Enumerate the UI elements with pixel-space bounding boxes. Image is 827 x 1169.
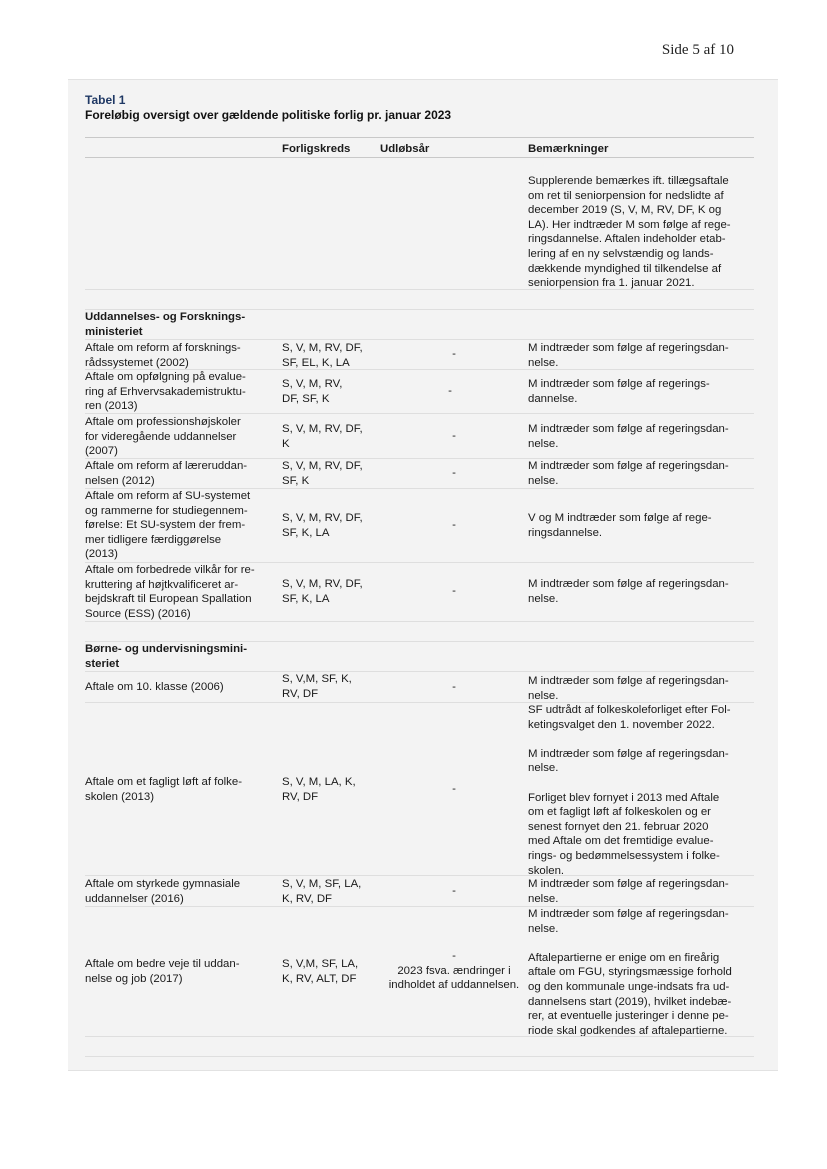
parties-cell: S, V, M, RV, DF, SF, K, LA <box>282 512 363 539</box>
expiry-cell: - <box>452 783 456 795</box>
table-rule <box>85 1056 754 1057</box>
agreement-cell: Aftale om 10. klasse (2006) <box>85 681 224 693</box>
parties-cell: S, V, M, RV, DF, SF, K, LA <box>282 578 363 605</box>
expiry-cell: - <box>452 467 456 479</box>
parties-cell: S, V,M, SF, K, RV, DF <box>282 673 352 700</box>
remark-cell: V og M indtræder som følge af rege- ringsdannelse. <box>528 512 712 539</box>
remark-cell: M indtræder som følge af regeringsdan- nelse. <box>528 460 729 487</box>
table-rule <box>85 157 754 158</box>
table-rule <box>85 413 754 414</box>
parties-cell: S, V, M, LA, K, RV, DF <box>282 776 356 803</box>
parties-cell: S, V, M, RV, DF, SF, K <box>282 460 363 487</box>
remark-cell: SF udtrådt af folkeskoleforliget efter Fol- ketingsvalget den 1. november 2022. M indtræder som følge af regeringsdan- nelse. Forliget blev fornyet i 2013 med Aftale om et fagligt løft af folkeskolen og er senest fornyet den 21. februar 2020 med Aftale om det fremtidige evalue- rings- og bedømmelsessystem i folke- skolen. <box>528 704 731 877</box>
header-remarks: Bemærkninger <box>528 143 609 155</box>
agreement-cell: Aftale om forbedrede vilkår for re- kruttering af højtkvalificeret ar- bejdskraft til European Spallation Source (ESS) (2016) <box>85 564 255 620</box>
remark-cell: M indtræder som følge af regerings- dannelse. <box>528 378 710 405</box>
expiry-cell: - <box>448 385 452 397</box>
table-label: Tabel 1 <box>85 93 126 107</box>
parties-cell: S, V, M, RV, DF, SF, K <box>282 378 343 405</box>
table-rule <box>85 671 754 672</box>
table-rule <box>85 137 754 138</box>
page-number: Side 5 af 10 <box>661 42 734 58</box>
group-title: Børne- og undervisningsmini- steriet <box>85 643 248 670</box>
agreement-cell: Aftale om reform af forsknings- rådssystemet (2002) <box>85 342 241 369</box>
table-rule <box>85 621 754 622</box>
remark-cell: M indtræder som følge af regeringsdan- nelse. <box>528 675 729 702</box>
parties-cell: S, V, M, RV, DF, SF, EL, K, LA <box>282 342 363 369</box>
expiry-cell: - <box>452 681 456 693</box>
expiry-cell: - 2023 fsva. ændringer i indholdet af uddannelsen. <box>388 950 520 992</box>
continued-remark: Supplerende bemærkes ift. tillægsaftale om ret til seniorpension for nedslidte af december 2019 (S, V, M, RV, DF, K og LA). Her indtræder M som følge af rege- ringsdannelse. Aftalen indeholder etab- lering af en ny selvstændig og lands- dækkende myndighed til tilkendelse af seniorpension fra 1. januar 2021. <box>528 175 731 290</box>
remark-cell: M indtræder som følge af regeringsdan- nelse. <box>528 423 729 450</box>
remark-cell: M indtræder som følge af regeringsdan- nelse. <box>528 342 729 369</box>
agreement-cell: Aftale om et fagligt løft af folke- skolen (2013) <box>85 776 243 803</box>
parties-cell: S, V,M, SF, LA, K, RV, ALT, DF <box>282 958 359 985</box>
agreement-cell: Aftale om reform af læreruddan- nelsen (2012) <box>85 460 248 487</box>
header-expiry: Udløbsår <box>380 143 430 155</box>
agreement-cell: Aftale om bedre veje til uddan- nelse og job (2017) <box>85 958 240 985</box>
agreement-cell: Aftale om reform af SU-systemet og rammerne for studiegennem- førelse: Et SU-system der frem- mer tidligere færdiggørelse (2013) <box>85 490 251 561</box>
agreement-cell: Aftale om opfølgning på evalue- ring af Erhvervsakademistruktu- ren (2013) <box>85 371 246 413</box>
remark-cell: M indtræder som følge af regeringsdan- nelse. <box>528 578 729 605</box>
group-title: Uddannelses- og Forsknings- ministeriet <box>85 311 246 338</box>
agreement-cell: Aftale om professionshøjskoler for videregående uddannelser (2007) <box>85 416 241 458</box>
remark-cell: M indtræder som følge af regeringsdan- nelse. Aftalepartierne er enige om en fireårig aftale om FGU, styringsmæssige forhold og den kommunale unge-indsats fra ud- dannelsens start (2019), hvilket indebæ- rer, at eventuelle justeringer i denne pe- riode skal godkendes af aftalepartierne. <box>528 908 732 1037</box>
table-rule <box>85 1036 754 1037</box>
parties-cell: S, V, M, SF, LA, K, RV, DF <box>282 878 362 905</box>
expiry-cell: - <box>452 430 456 442</box>
table-rule <box>85 339 754 340</box>
expiry-cell: - <box>452 348 456 360</box>
expiry-cell: - <box>452 519 456 531</box>
parties-cell: S, V, M, RV, DF, K <box>282 423 363 450</box>
expiry-cell: - <box>452 885 456 897</box>
expiry-cell: - <box>452 585 456 597</box>
table-rule <box>85 289 754 290</box>
agreement-cell: Aftale om styrkede gymnasiale uddannelser (2016) <box>85 878 241 905</box>
table-caption: Foreløbig oversigt over gældende politiske forlig pr. januar 2023 <box>85 108 452 122</box>
table-rule <box>85 875 754 876</box>
remark-cell: M indtræder som følge af regeringsdan- nelse. <box>528 878 729 905</box>
header-parties: Forligskreds <box>282 143 351 155</box>
